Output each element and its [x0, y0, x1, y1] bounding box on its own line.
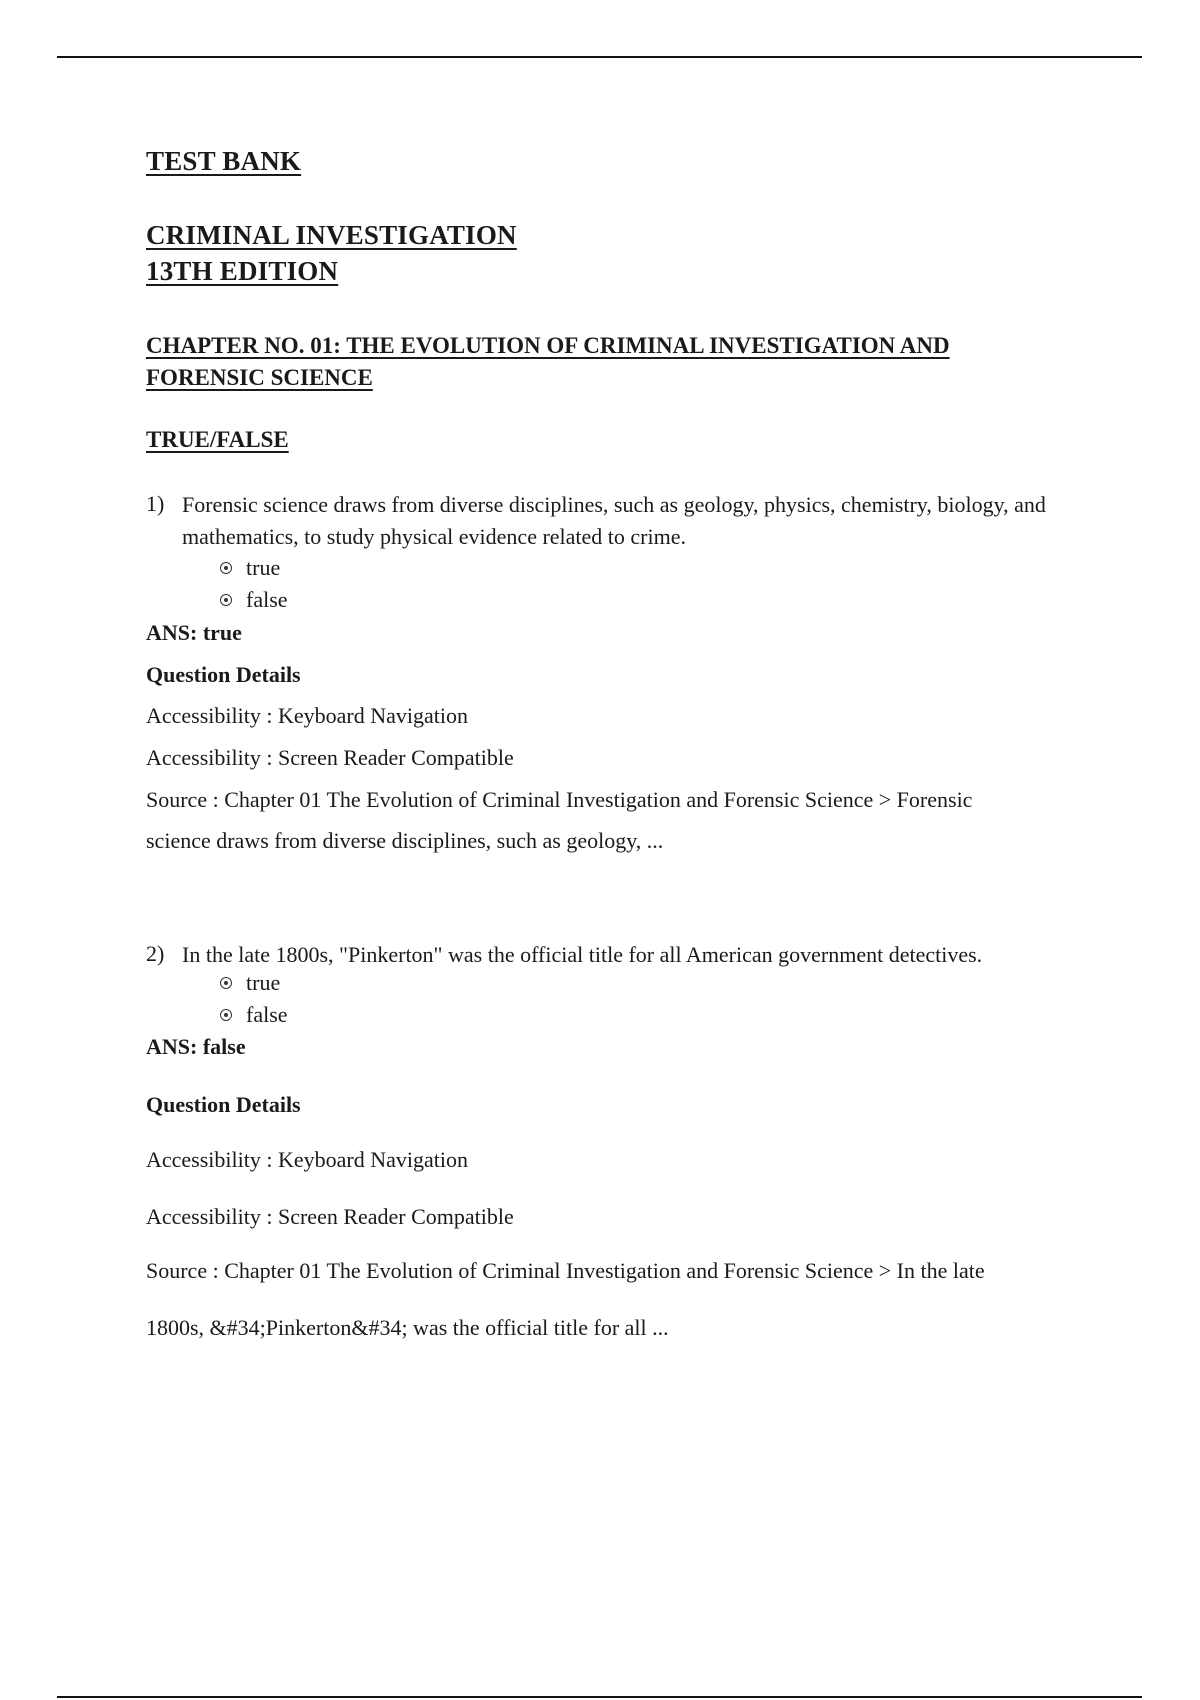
- top-rule: [57, 56, 1142, 58]
- detail-line: Source : Chapter 01 The Evolution of Criminal Investigation and Forensic Science > Forensic: [146, 787, 973, 812]
- question-text: Forensic science draws from diverse disciplines, such as geology, physics, chemistry, biology, and mathematics, to study physical evidence related to crime.: [182, 492, 1046, 549]
- detail-line: Source : Chapter 01 The Evolution of Criminal Investigation and Forensic Science > In the late: [146, 1258, 985, 1283]
- radio-icon: [220, 1009, 232, 1021]
- detail-line: Accessibility : Screen Reader Compatible: [146, 1204, 514, 1229]
- option-true[interactable]: [220, 970, 280, 996]
- answer-text: ANS: true: [146, 620, 242, 645]
- detail-line: Accessibility : Keyboard Navigation: [146, 1147, 468, 1172]
- answer-text: ANS: false: [146, 1034, 246, 1059]
- option-false[interactable]: [220, 1002, 288, 1028]
- detail-line: 1800s, &#34;Pinkerton&#34; was the official title for all ...: [146, 1315, 669, 1340]
- question-details-heading: Question Details: [146, 662, 301, 687]
- radio-icon: [220, 562, 232, 574]
- option-label: false: [246, 587, 288, 612]
- detail-line: science draws from diverse disciplines, such as geology, ...: [146, 828, 664, 853]
- option-true[interactable]: [220, 555, 280, 581]
- test-bank-heading: TEST BANK: [146, 146, 302, 176]
- detail-line: Accessibility : Keyboard Navigation: [146, 703, 468, 728]
- radio-icon: [220, 594, 232, 606]
- question-text: In the late 1800s, "Pinkerton" was the official title for all American government detectives.: [182, 942, 983, 967]
- question-details-heading: Question Details: [146, 1092, 301, 1117]
- option-false[interactable]: [220, 587, 288, 613]
- option-label: true: [246, 555, 281, 580]
- question-number: 2): [146, 941, 165, 966]
- book-title: CRIMINAL INVESTIGATION: [146, 220, 517, 250]
- question-number: 1): [146, 491, 165, 516]
- option-label: false: [246, 1002, 288, 1027]
- detail-line: Accessibility : Screen Reader Compatible: [146, 745, 514, 770]
- edition-heading: 13TH EDITION: [146, 256, 339, 286]
- chapter-heading: CHAPTER NO. 01: THE EVOLUTION OF CRIMINAL INVESTIGATION AND FORENSIC SCIENCE: [146, 333, 950, 390]
- option-label: true: [246, 970, 281, 995]
- section-heading: TRUE/FALSE: [146, 427, 289, 452]
- bottom-rule: [57, 1696, 1142, 1698]
- radio-icon: [220, 977, 232, 989]
